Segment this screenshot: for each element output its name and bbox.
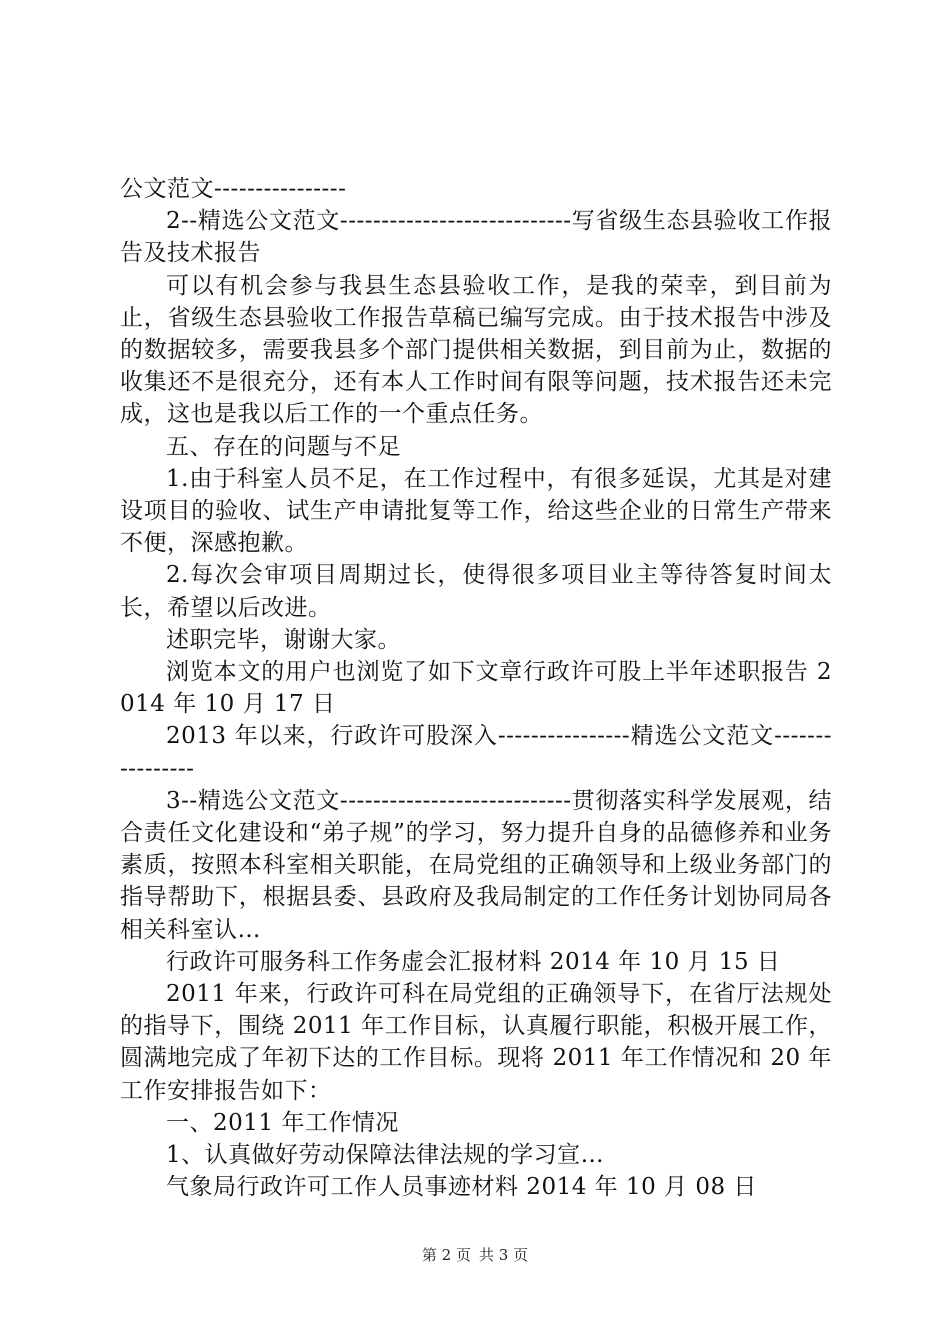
related-article-1: 浏览本文的用户也浏览了如下文章行政许可股上半年述职报告 2014 年 10 月 17 日 <box>120 659 832 718</box>
related-article-2: 行政许可服务科工作务虚会汇报材料 2014 年 10 月 15 日 <box>166 948 781 975</box>
issue-item-2: 2.每次会审项目周期过长，使得很多项目业主等待答复时间太长，希望以后改进。 <box>120 562 832 621</box>
page-number: 第 2 页 <box>421 1246 471 1264</box>
issue-item-1: 1.由于科室人员不足，在工作过程中，有很多延误，尤其是对建设项目的验收、试生产申请批复等工作，给这些企业的日常生产带来不便，深感抱歉。 <box>120 465 832 557</box>
related-article-3: 气象局行政许可工作人员事迹材料 2014 年 10 月 08 日 <box>166 1174 757 1201</box>
paragraph-1: 公文范文---------------- <box>120 176 347 202</box>
related-article-1-excerpt-continued: 3--精选公文范文----------------------------贯彻落实科学发展观，结合责任文化建设和“弟子规”的学习，努力提升自身的品德修养和业务素质，按照本科室相关职能，在局党组的正确领导和上级业务部门的指导帮助下，根据县委、县政府及我局制定的工作任务计划协同局各相关科室认… <box>120 787 832 943</box>
page-footer <box>0 1245 950 1265</box>
paragraph-3: 可以有机会参与我县生态县验收工作，是我的荣幸，到目前为止，省级生态县验收工作报告草稿已编写完成。由于技术报告中涉及的数据较多，需要我县多个部门提供相关数据，到目前为止，数据的收集还不是很充分，还有本人工作时间有限等问题，技术报告还未完成，这也是我以后工作的一个重点任务。 <box>120 272 832 428</box>
document-body <box>120 173 832 1204</box>
closing-line: 述职完毕，谢谢大家。 <box>166 626 401 653</box>
related-article-2-item: 1、认真做好劳动保障法律法规的学习宣… <box>166 1142 605 1169</box>
related-article-1-excerpt: 2013 年以来，行政许可股深入----------------精选公文范文---------------- <box>120 723 832 782</box>
paragraph-2: 2--精选公文范文----------------------------写省级生态县验收工作报告及技术报告 <box>120 208 832 267</box>
page-total: 共 3 页 <box>479 1246 529 1264</box>
section-heading-issues: 五、存在的问题与不足 <box>166 433 401 460</box>
related-article-2-heading: 一、2011 年工作情况 <box>166 1109 399 1136</box>
related-article-2-excerpt: 2011 年来，行政许可科在局党组的正确领导下，在省厅法规处的指导下，围绕 2011 年工作目标，认真履行职能，积极开展工作，圆满地完成了年初下达的工作目标。现将 2011 年工作情况和 20 年工作安排报告如下： <box>120 981 832 1104</box>
